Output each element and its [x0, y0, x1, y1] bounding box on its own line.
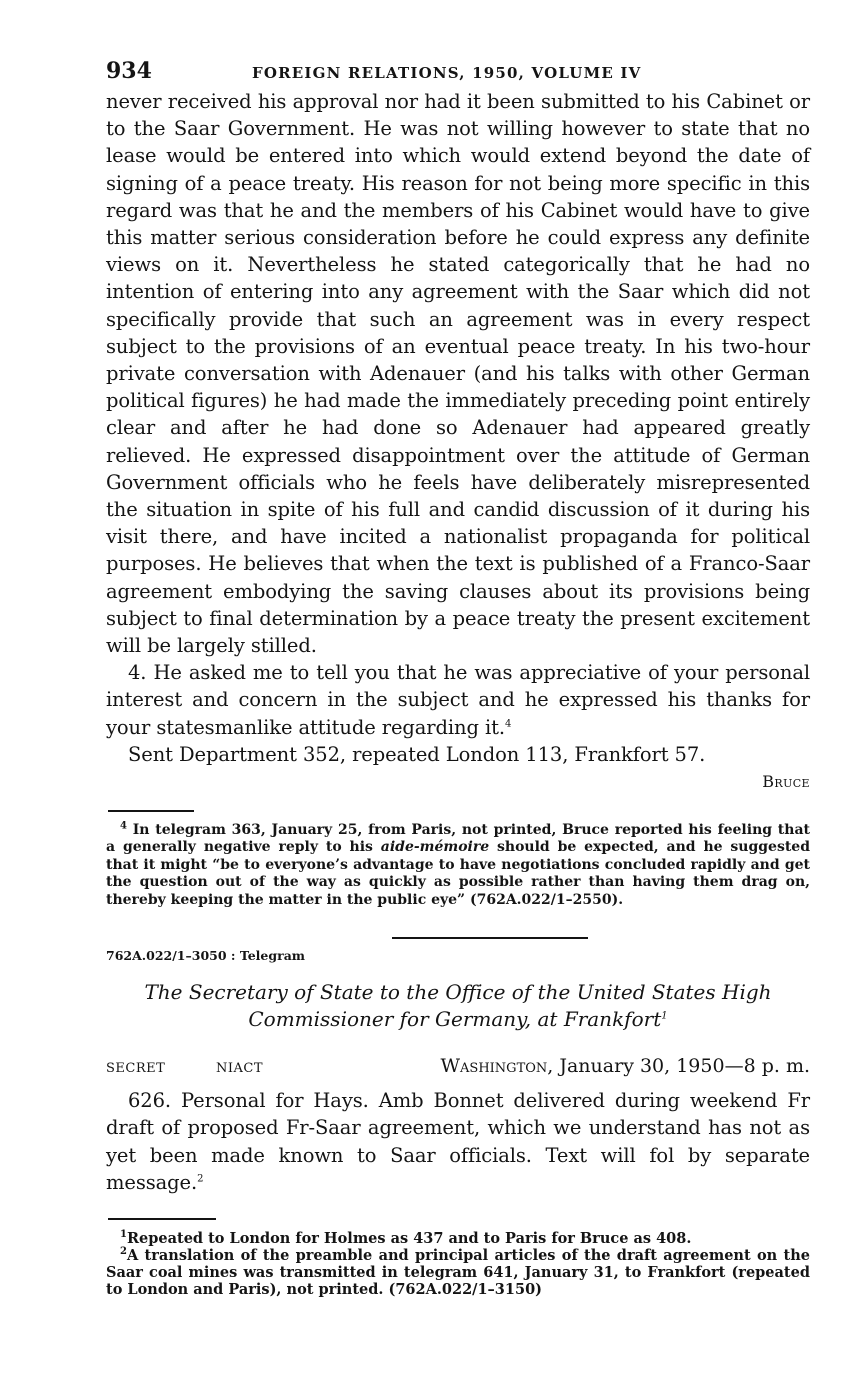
footnote-4-text-b: should be expected, and he suggested that it might “be to everyone’s advantage to have negotiations concluded rapidly and get the question out of the way as quickly as possible rather than having them drag on, thereby keeping the matter in the public eye” (762A.022/1–2550). — [106, 839, 810, 908]
document-title — [106, 979, 810, 1033]
footnote-ref-2: 2 — [197, 1173, 204, 1185]
signature: Bruce — [762, 772, 810, 792]
page-number: 934 — [106, 58, 152, 84]
telegram-paragraph-text: 626. Personal for Hays. Amb Bonnet delivered during weekend Fr draft of proposed Fr-Saar agreement, which we understand has not as yet been made known to Saar officials. Text will fol by separate message. — [106, 1089, 810, 1194]
footnote-divider — [108, 810, 194, 812]
section-divider — [392, 937, 588, 939]
footnote-ref-1: 1 — [661, 1010, 668, 1022]
footnote-4-text-a: In telegram 363, January 25, from Paris, not printed, Bruce reported his feeling that a generally negative reply to his — [106, 822, 810, 856]
place-name: Washington — [440, 1055, 548, 1078]
footnote-4-italic-term: aide-mémoire — [380, 839, 490, 856]
running-head — [106, 58, 810, 88]
footnote-4 — [106, 822, 810, 909]
body-paragraph-4 — [106, 659, 810, 741]
footnote-1-marker: 1 — [120, 1229, 127, 1241]
footnote-2 — [106, 1247, 810, 1298]
dateline — [106, 1055, 810, 1083]
date-place — [441, 1055, 810, 1077]
sent-line: Sent Department 352, repeated London 113, Frankfort 57. — [128, 742, 706, 766]
footnote-ref-4: 4 — [504, 718, 512, 730]
running-head-title: FOREIGN RELATIONS, 1950, VOLUME IV — [252, 64, 642, 82]
footnote-1-text: Repeated to London for Holmes as 437 and to Paris for Bruce as 408. — [126, 1229, 692, 1247]
footnote-2-marker: 2 — [120, 1246, 127, 1258]
document-page — [106, 58, 810, 1298]
footnote-2-text: A translation of the preamble and principal articles of the draft agreement on the Saar coal mines was transmitted in telegram 641, January 31, to Frankfort (repeated to London and Paris), not printed. (762A.022/1–3150) — [106, 1246, 810, 1298]
telegram-paragraph — [106, 1087, 810, 1196]
document-title-text: The Secretary of State to the Office of the United States High Commissioner for Germany, at Frankfort — [144, 980, 772, 1032]
footnote-1 — [106, 1230, 810, 1247]
date-text: , January 30, 1950—8 p. m. — [547, 1055, 810, 1078]
document-file-ref: 762A.022/1–3050 : Telegram — [106, 948, 306, 964]
paragraph-4-text: 4. He asked me to tell you that he was appreciative of your personal interest and concern in the subject and he expressed his thanks for your statesmanlike attitude regarding it. — [106, 661, 810, 739]
footnote-4-marker: 4 — [120, 820, 127, 832]
classification-label: SECRET — [106, 1061, 166, 1077]
body-paragraph-continued: never received his approval nor had it been submitted to his Cabinet or to the Saar Government. He was not willing however to state that no lease would be entered into which would extend beyond the date of signing of a peace treaty. His reason for not being more specific in this regard was that he and the members of his Cabinet would have to give this matter serious consideration before he could express any definite views on it. Nevertheless he stated categorically that he had no intention of entering into any agreement with the Saar which did not specifically provide that such an agreement was in every respect subject to the provisions of an eventual peace treaty. In his two-hour private conversation with Adenauer (and his talks with other German political figures) he had made the immediately preceding point entirely clear and after he had done so Adenauer had appeared greatly relieved. He expressed disappointment over the attitude of German Government officials who he feels have deliberately misrepresented the situation in spite of his full and candid discussion of it during his visit there, and have incited a nationalist propaganda for political purposes. He believes that when the text is published of a Franco-Saar agreement embodying the saving clauses about its provisions being subject to final determination by a peace treaty the present excitement will be largely stilled. — [106, 90, 810, 658]
bottom-footnote-divider — [108, 1218, 216, 1220]
channel-label: NIACT — [216, 1061, 264, 1077]
